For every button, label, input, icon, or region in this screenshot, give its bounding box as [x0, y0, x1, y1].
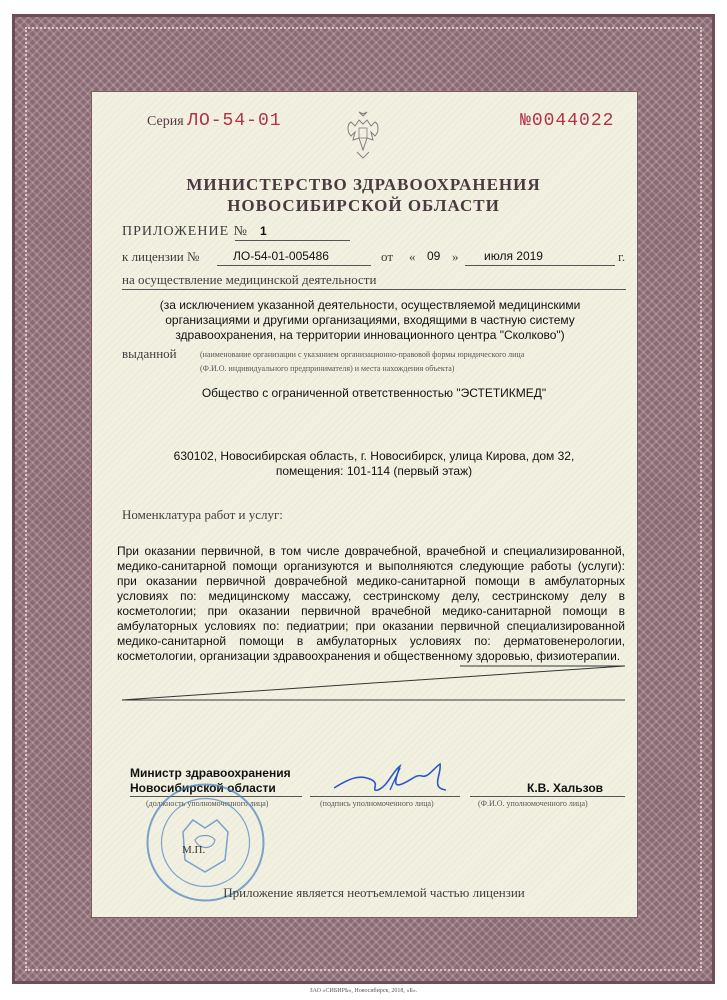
nomenclature-text: При оказании первичной, в том числе доврачебной, врачебной и специализированной, медико-санитарной помощи организуются и выполняются следующие работы (услуги): при оказании первичной доврачебной медико-санитарной помощи в амбулаторных условиях по: медицинскому массажу, сестринскому делу, сестринскому делу в косметологии; при оказании первичной врачебной медико-санитарной помощи в амбулаторных условиях по: педиатрии; при оказании первичной специализированной медико-санитарной помощи в амбулаторных условиях по: дерматовенерологии, косметологии, организации здравоохранения и общественному здоровью, физиотерапии. — [117, 544, 625, 663]
ministry-title-line1: МИНИСТЕРСТВО ЗДРАВООХРАНЕНИЯ — [186, 175, 541, 194]
organization-address-line2: помещения: 101-114 (первый этаж) — [275, 464, 473, 478]
license-day: 09 — [427, 249, 441, 263]
appendix-label: ПРИЛОЖЕНИЕ № — [122, 224, 248, 239]
ministry-title-line2: НОВОСИБИРСКОЙ ОБЛАСТИ — [227, 196, 500, 215]
number-code: 0044022 — [531, 111, 615, 131]
license-year-suffix: г. — [618, 249, 626, 264]
signatory-name: К.В. Хальзов — [527, 781, 604, 795]
nomenclature-label: Номенклатура работ и услуг: — [122, 507, 283, 522]
name-hint: (Ф.И.О. уполномоченного лица) — [478, 799, 588, 808]
number-prefix: № — [520, 111, 532, 131]
issued-label: выданной — [122, 346, 177, 361]
series-code: ЛО-54-01 — [187, 111, 282, 131]
position-hint: (должность уполномоченного лица) — [146, 799, 269, 808]
mp-label: М.П. — [182, 844, 206, 856]
license-day-close: » — [452, 249, 459, 264]
signature-icon — [330, 760, 460, 800]
sign-underline — [310, 796, 460, 797]
appendix-footer-note: Приложение является неотъемлемой частью лицензии — [223, 885, 525, 900]
activity-label: на осуществление медицинской деятельности — [122, 272, 377, 287]
printer-credit: ЗАО «СИБИРЬ», Новосибирск, 2018, «Б». — [309, 988, 418, 994]
name-underline — [470, 796, 625, 797]
organization-name: Общество с ограниченной ответственностью "ЭСТЕТИКМЕД" — [201, 386, 547, 400]
appendix-number: 1 — [260, 224, 267, 238]
license-day-open: « — [409, 249, 416, 264]
license-date-prefix: от — [381, 249, 394, 264]
license-number: ЛО-54-01-005486 — [233, 249, 329, 263]
activity-note: (за исключением указанной деятельности, осуществляемой медицинскими организациями и другими организациями, входящими в частную систему здравоохранения, на территории инновационного центра "Сколково") — [159, 298, 581, 342]
minister-title-line1: Министр здравоохранения — [130, 766, 291, 780]
issued-hint-line1: (наименование организации с указанием организационно-правовой формы юридического лица — [200, 350, 525, 359]
sign-hint: (подпись уполномоченного лица) — [320, 799, 434, 808]
license-month-year: июля 2019 — [484, 249, 543, 263]
issued-hint-line2: (Ф.И.О. индивидуального предпринимателя) и места нахождения объекта) — [200, 364, 455, 373]
minister-title-line2: Новосибирской области — [130, 781, 276, 795]
organization-address-line1: 630102, Новосибирская область, г. Новосибирск, улица Кирова, дом 32, — [173, 449, 575, 463]
series-label: Серия — [147, 114, 184, 129]
license-label: к лицензии № — [122, 249, 200, 264]
